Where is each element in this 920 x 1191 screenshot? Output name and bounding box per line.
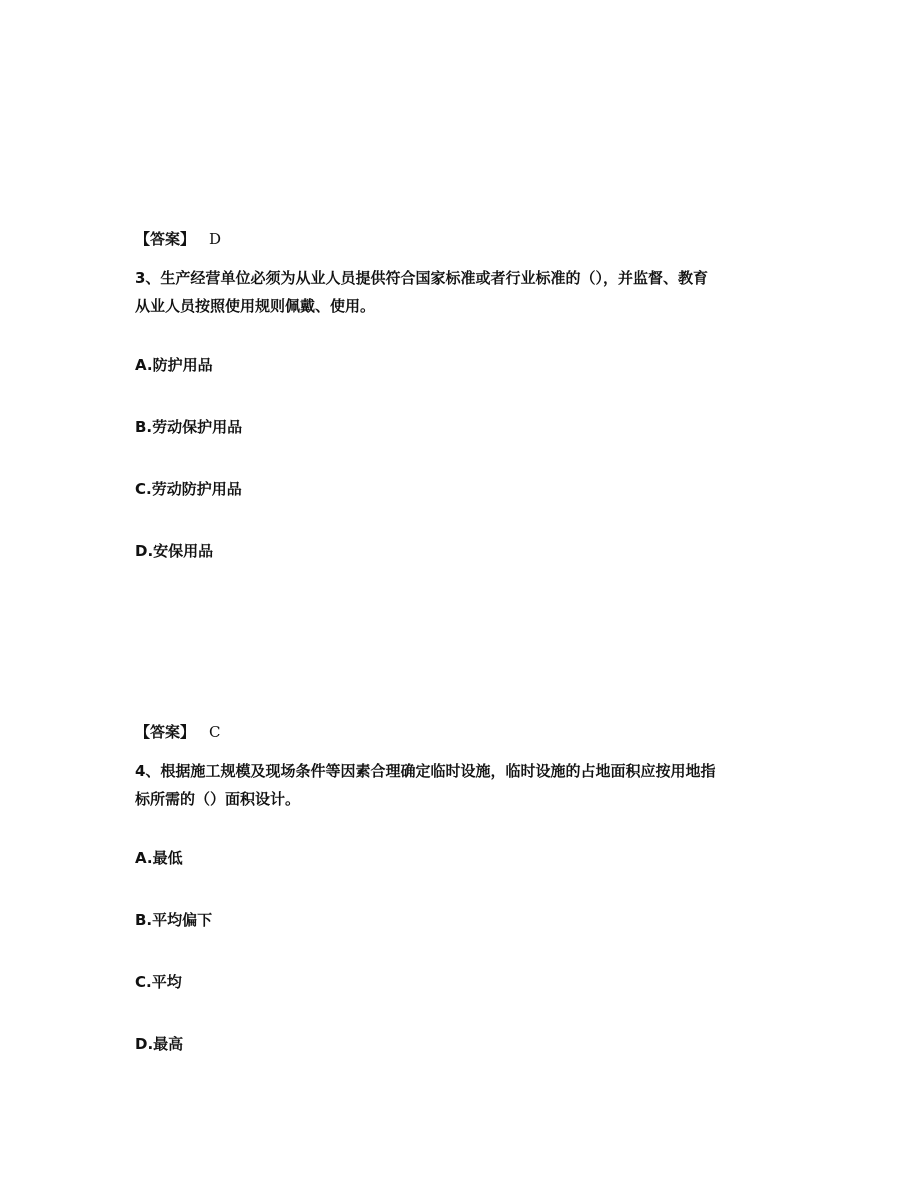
question-text	[135, 264, 795, 320]
question-line: 从业人员按照使用规则佩戴、使用。	[135, 297, 376, 315]
option-b: B.劳动保护用品	[135, 418, 243, 436]
answer-row	[135, 722, 221, 742]
option-b: B.平均偏下	[135, 911, 213, 929]
answer-label: 【答案】	[135, 230, 196, 248]
answer-label: 【答案】	[135, 723, 196, 741]
answer-value: C	[209, 723, 221, 741]
answer-row	[135, 229, 221, 249]
question-text	[135, 757, 795, 813]
option-d: D.最高	[135, 1035, 184, 1053]
option-c: C.劳动防护用品	[135, 480, 242, 498]
question-line: 标所需的（）面积设计。	[135, 790, 301, 808]
option-a: A.防护用品	[135, 356, 213, 374]
option-c: C.平均	[135, 973, 182, 991]
answer-value: D	[209, 230, 222, 248]
option-a: A.最低	[135, 849, 183, 867]
option-d: D.安保用品	[135, 542, 214, 560]
question-line: 4、根据施工规模及现场条件等因素合理确定临时设施，临时设施的占地面积应按用地指	[135, 762, 716, 780]
question-line: 3、生产经营单位必须为从业人员提供符合国家标准或者行业标准的（），并监督、教育	[135, 269, 708, 287]
